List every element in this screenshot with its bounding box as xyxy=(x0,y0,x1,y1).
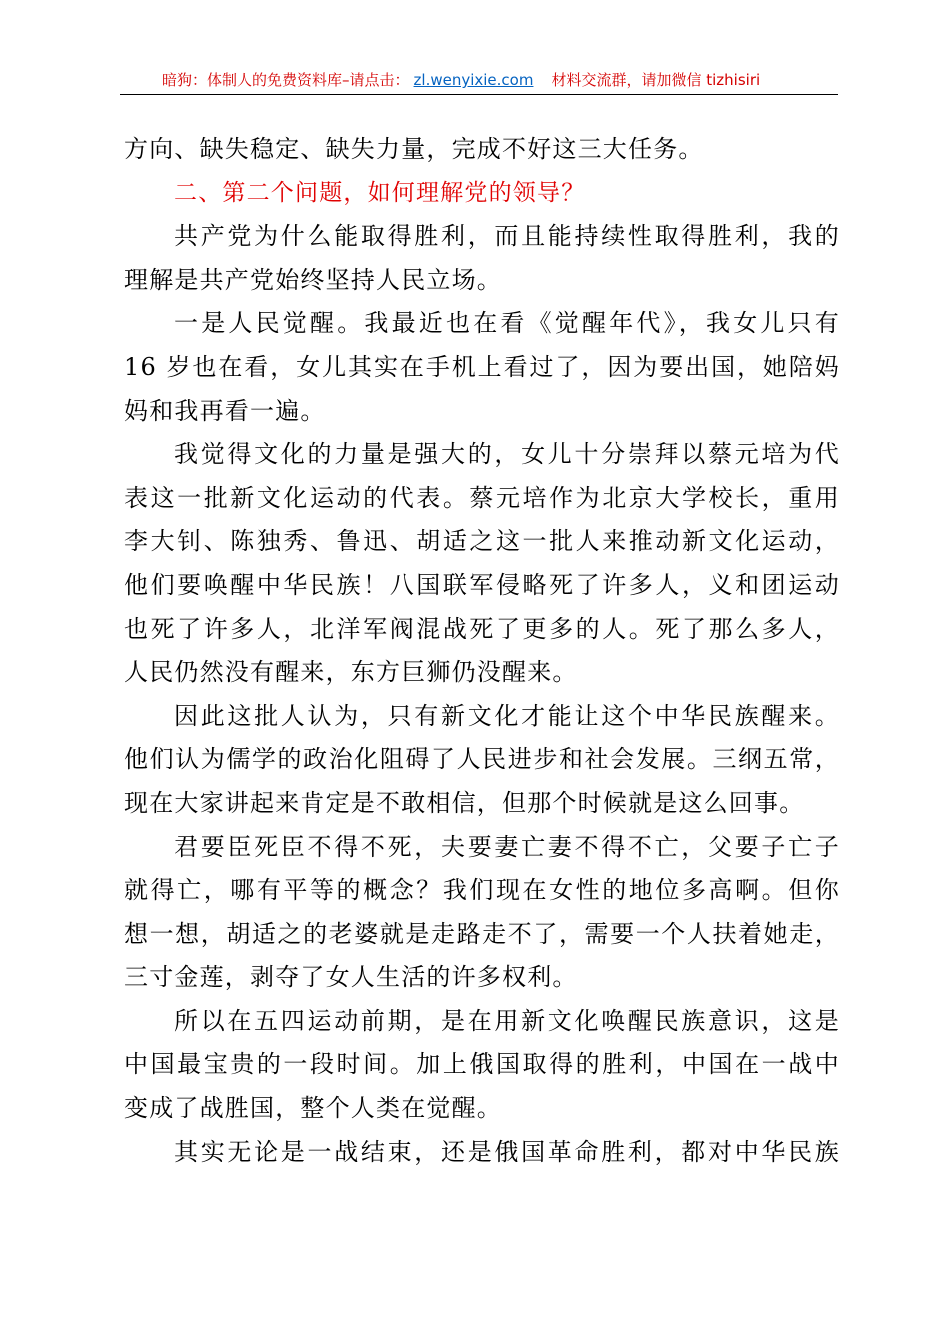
paragraph xyxy=(124,1000,840,1131)
text-line: 也死了许多人，北洋军阀混战死了更多的人。死了那么多人， xyxy=(124,614,840,643)
text-line: 一是人民觉醒。我最近也在看《觉醒年代》，我女儿只有 xyxy=(174,309,840,338)
text-line: 中国最宝贵的一段时间。加上俄国取得的胜利，中国在一战中 xyxy=(124,1050,840,1079)
text-line: 因此这批人认为，只有新文化才能让这个中华民族醒来。 xyxy=(174,701,840,730)
text-line: 就得亡，哪有平等的概念？我们现在女性的地位多高啊。但你 xyxy=(124,876,840,905)
header-contact: 材料交流群，请加微信 tizhisiri xyxy=(551,71,761,89)
page-header xyxy=(120,66,838,95)
text-line: 变成了战胜国，整个人类在觉醒。 xyxy=(124,1094,502,1123)
text-line: 李大钊、陈独秀、鲁迅、胡适之这一批人来推动新文化运动， xyxy=(124,527,840,556)
text-line: 人民仍然没有醒来，东方巨狮仍没醒来。 xyxy=(124,658,578,687)
header-link[interactable]: zl.wenyixie.com xyxy=(413,71,534,89)
section-heading: 二、第二个问题，如何理解党的领导？ xyxy=(174,179,586,206)
text-line: 表这一批新文化运动的代表。蔡元培作为北京大学校长，重用 xyxy=(124,483,840,512)
text-line: 16 岁也在看，女儿其实在手机上看过了，因为要出国，她陪妈 xyxy=(124,352,840,381)
text-line: 方向、缺失稳定、缺失力量，完成不好这三大任务。 xyxy=(124,135,704,163)
text-line: 想一想，胡适之的老婆就是走路走不了，需要一个人扶着她走， xyxy=(124,919,840,948)
paragraph xyxy=(124,826,840,1000)
header-brand: 暗狗：体制人的免费资料库 xyxy=(162,71,343,89)
text-line: 三寸金莲，剥夺了女人生活的许多权利。 xyxy=(124,963,578,992)
paragraph xyxy=(124,1131,840,1175)
header-prompt: –请点击： xyxy=(342,71,410,89)
text-line: 君要臣死臣不得不死，夫要妻亡妻不得不亡，父要子亡子 xyxy=(174,832,840,861)
text-line: 其实无论是一战结束，还是俄国革命胜利，都对中华民族 xyxy=(174,1137,840,1166)
text-line: 现在大家讲起来肯定是不敢相信，但那个时候就是这么回事。 xyxy=(124,788,805,817)
text-line: 他们认为儒学的政治化阻碍了人民进步和社会发展。三纲五常， xyxy=(124,745,840,774)
document-body xyxy=(124,128,840,1174)
text-line: 理解是共产党始终坚持人民立场。 xyxy=(124,265,502,294)
paragraph xyxy=(124,695,840,826)
paragraph xyxy=(124,128,840,172)
paragraph xyxy=(124,433,840,695)
paragraph xyxy=(124,215,840,302)
text-line: 妈和我再看一遍。 xyxy=(124,396,326,425)
text-line: 他们要唤醒中华民族！八国联军侵略死了许多人，义和团运动 xyxy=(124,570,840,599)
text-line: 我觉得文化的力量是强大的，女儿十分崇拜以蔡元培为代 xyxy=(174,440,840,469)
text-line: 共产党为什么能取得胜利，而且能持续性取得胜利，我的 xyxy=(174,222,840,251)
text-line: 所以在五四运动前期，是在用新文化唤醒民族意识，这是 xyxy=(174,1006,840,1035)
paragraph xyxy=(124,302,840,433)
